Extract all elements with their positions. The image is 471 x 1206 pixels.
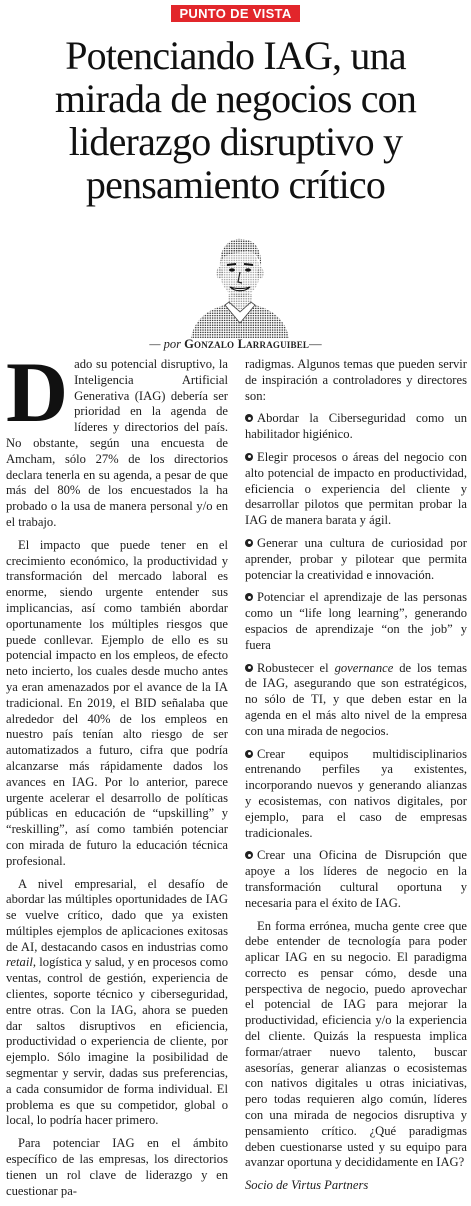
paragraph-business xyxy=(6,877,228,1130)
bullet-icon xyxy=(245,750,253,758)
section-tag xyxy=(0,6,471,21)
paragraph-intro-text: ado su potencial disruptivo, la Inteligencia Artificial Generativa (IAG) debería ser prioridad en la agenda de líderes y directorios del país. No obstante, según una encuesta de Amcham, sólo 27% de los directorios declara tenerla en su agenda, a pesar de que más del 80% de los encuestados la ha probado o la usa de manera personal y/o en el trabajo. xyxy=(6,357,228,529)
bullet-icon xyxy=(245,414,253,422)
paragraph-continuation: radigmas. Algunos temas que pueden servir de inspiración a controladores y directores son: xyxy=(245,357,467,403)
right-column xyxy=(245,357,467,1201)
left-column xyxy=(6,344,228,1206)
list-item-text: Elegir procesos o áreas del negocio con alto potencial de impacto en productividad, eficiencia o experiencia del cliente y desarrollar pilotos que permitan probar la IAG de manera barata y ágil. xyxy=(245,449,467,528)
list-item xyxy=(245,747,467,842)
section-tag-label: PUNTO DE VISTA xyxy=(171,5,299,22)
byline xyxy=(0,337,471,352)
paragraph-business-text-b: , logística y salud, y en procesos como ventas, control de gestión, experiencia de clientes, soporte técnico y ciberseguridad, entre otras. Con la IAG, ahora se pueden dar saltos disruptivos en eficiencia, productividad o experiencia de cliente, por ejemplo. Sólo imagine la posibilidad de segmentar y servir, dadas sus preferencias, a cada consumidor de forma individual. El problema es que su competidor, global o local, lo podría hacer primero. xyxy=(6,955,228,1128)
paragraph-impact: El impacto que puede tener en el crecimiento económico, la productividad y transformación del mercado laboral es enorme, siendo urgente entender sus implicancias, así como también abordar oportunamente los múltiples riesgos que puede conllevar. Ejemplo de ello es su potencial impacto en los empleos, de efecto neto incierto, los cuales desde mucho antes ya eran amenazados por el avance de la IA tradicional. En 2019, el BID señalaba que alrededor del 40% de los empleos en nuestro país tenían alto riesgo de ser automatizados a futuro, cifra que podría alcanzarse más rápidamente dados los avances en IAG. Por lo anterior, parece urgente acelerar el desarrollo de políticas públicas en educación de “upskilling” y “reskilling”, así como también potenciar con mirada de futuro la educación técnica profesional. xyxy=(6,537,228,868)
governance-term: governance xyxy=(334,660,394,675)
bullet-icon xyxy=(245,539,253,547)
byline-suffix: — xyxy=(309,337,322,351)
list-item-text: Robustecer el xyxy=(257,660,335,675)
headline: Potenciando IAG, una mirada de negocios con liderazgo disruptivo y pensamiento crítico xyxy=(54,33,417,207)
list-item xyxy=(245,590,467,653)
list-item-text: Crear equipos multidisciplinarios entrenando perfiles ya existentes, incorporando nuevos y generando alianzas y ecosistemas, con nativos digitales, por ejemplo, para el caso de empresas tradicionales. xyxy=(245,746,467,840)
paragraph-business-retail: retail xyxy=(6,955,33,970)
paragraph-boards: Para potenciar IAG en el ámbito específico de las empresas, los directorios tienen un rol clave de liderazgo y en cuestionar pa- xyxy=(6,1136,228,1198)
list-item xyxy=(245,411,467,443)
list-item-text: Abordar la Ciberseguridad como un habilitador higiénico. xyxy=(245,411,467,442)
bullet-icon xyxy=(245,593,253,601)
bullet-icon xyxy=(245,453,253,461)
list-item-text: Generar una cultura de curiosidad por aprender, probar y pilotear que permita potenciar la creatividad e innovación. xyxy=(245,535,467,582)
byline-prefix: — por xyxy=(149,337,181,351)
byline-author: Gonzalo Larraguibel xyxy=(184,337,310,351)
list-item-text: Crear una Oficina de Disrupción que apoye a los líderes de negocio en la transformación cultural oportuna y necesaria para el éxito de IAG. xyxy=(245,848,467,910)
list-item-text: Potenciar el aprendizaje de las personas como un “life long learning”, generando espacios de aprendizaje “on the job” y fuera xyxy=(245,590,467,652)
list-item-text: de los temas de IAG, asegurando que son estratégicos, no sólo de TI, y que deben estar en la agenda en el más alto nivel de la empresa con una mirada de negocios. xyxy=(245,660,467,738)
list-item xyxy=(245,450,467,529)
bullet-icon xyxy=(245,851,253,859)
dropcap: D xyxy=(6,344,69,440)
paragraph-business-text-a: A nivel empresarial, el desafío de abordar las múltiples oportunidades de IAG se vuelve crítico, dado que ya existen múltiples ejemplos de aplicaciones exitosas de AI, destacando casos en industrias como xyxy=(6,876,228,954)
list-item xyxy=(245,536,467,583)
author-portrait xyxy=(185,228,295,338)
list-item xyxy=(245,848,467,911)
paragraph-closing: En forma errónea, mucha gente cree que debe entender de tecnología para poder aplicar IAG en su negocio. El paradigma correcto es pensar cómo, desde una perspectiva de negocio, puedo aprovechar el potencial de IAG para mejorar la productividad, eficiencia y/o la experiencia del cliente. Quizás la respuesta implica formar/atraer nuevo talento, buscar asesorías, generar alianzas o ecosistemas con nativos digitales u otras iniciativas, pero todas requieren algo común, líderes con una mirada de negocios disruptiva y pensamiento crítico. ¿Qué paradigmas deben cuestionarse usted y su equipo para avanzar oportuna y decididamente en IAG? xyxy=(245,918,467,1170)
list-item-governance xyxy=(245,661,467,740)
author-signature: Socio de Virtus Partners xyxy=(245,1178,369,1193)
bullet-icon xyxy=(245,664,253,672)
